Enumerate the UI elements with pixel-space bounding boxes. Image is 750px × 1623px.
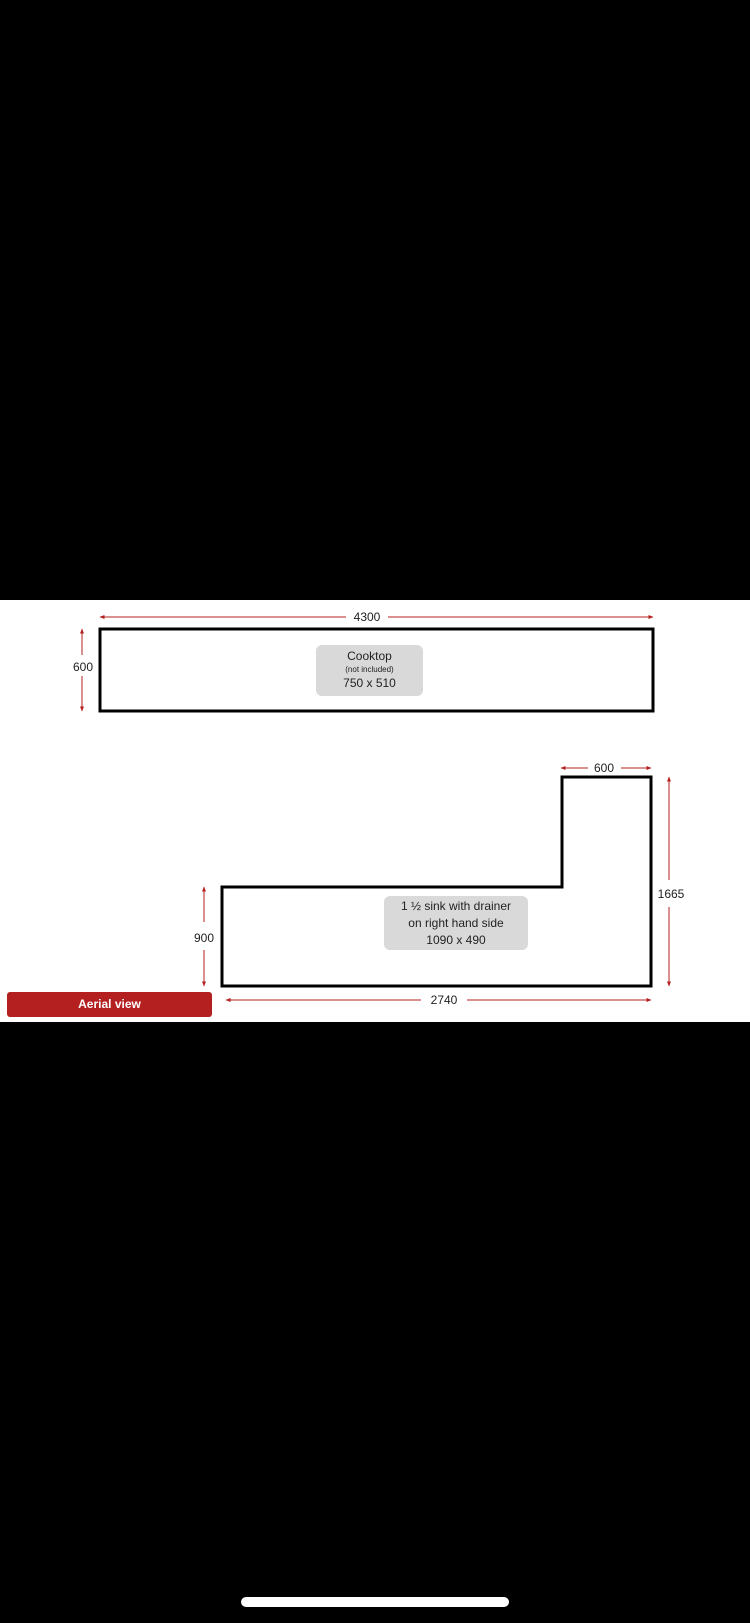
sink-line-2: on right hand side [408,916,504,930]
cooktop-label-box [316,645,423,696]
l-bench-outline [222,777,651,986]
top-depth-label: 600 [72,660,94,674]
top-width-label: 4300 [353,610,381,624]
home-indicator[interactable] [241,1597,509,1607]
sink-label-box [384,896,528,950]
sink-line-1: 1 ½ sink with drainer [400,899,512,913]
diagram-panel [0,600,750,1022]
cooktop-note: (not included) [345,665,394,674]
l-right-height-label: 1665 [657,887,685,901]
sink-size: 1090 x 490 [426,933,486,947]
cooktop-size: 750 x 510 [343,676,396,690]
l-bottom-width-label: 2740 [430,993,458,1007]
cooktop-title: Cooktop [347,649,392,663]
aerial-view-badge: Aerial view [7,992,212,1017]
l-top-width-label: 600 [593,761,615,775]
l-left-height-label: 900 [193,931,215,945]
